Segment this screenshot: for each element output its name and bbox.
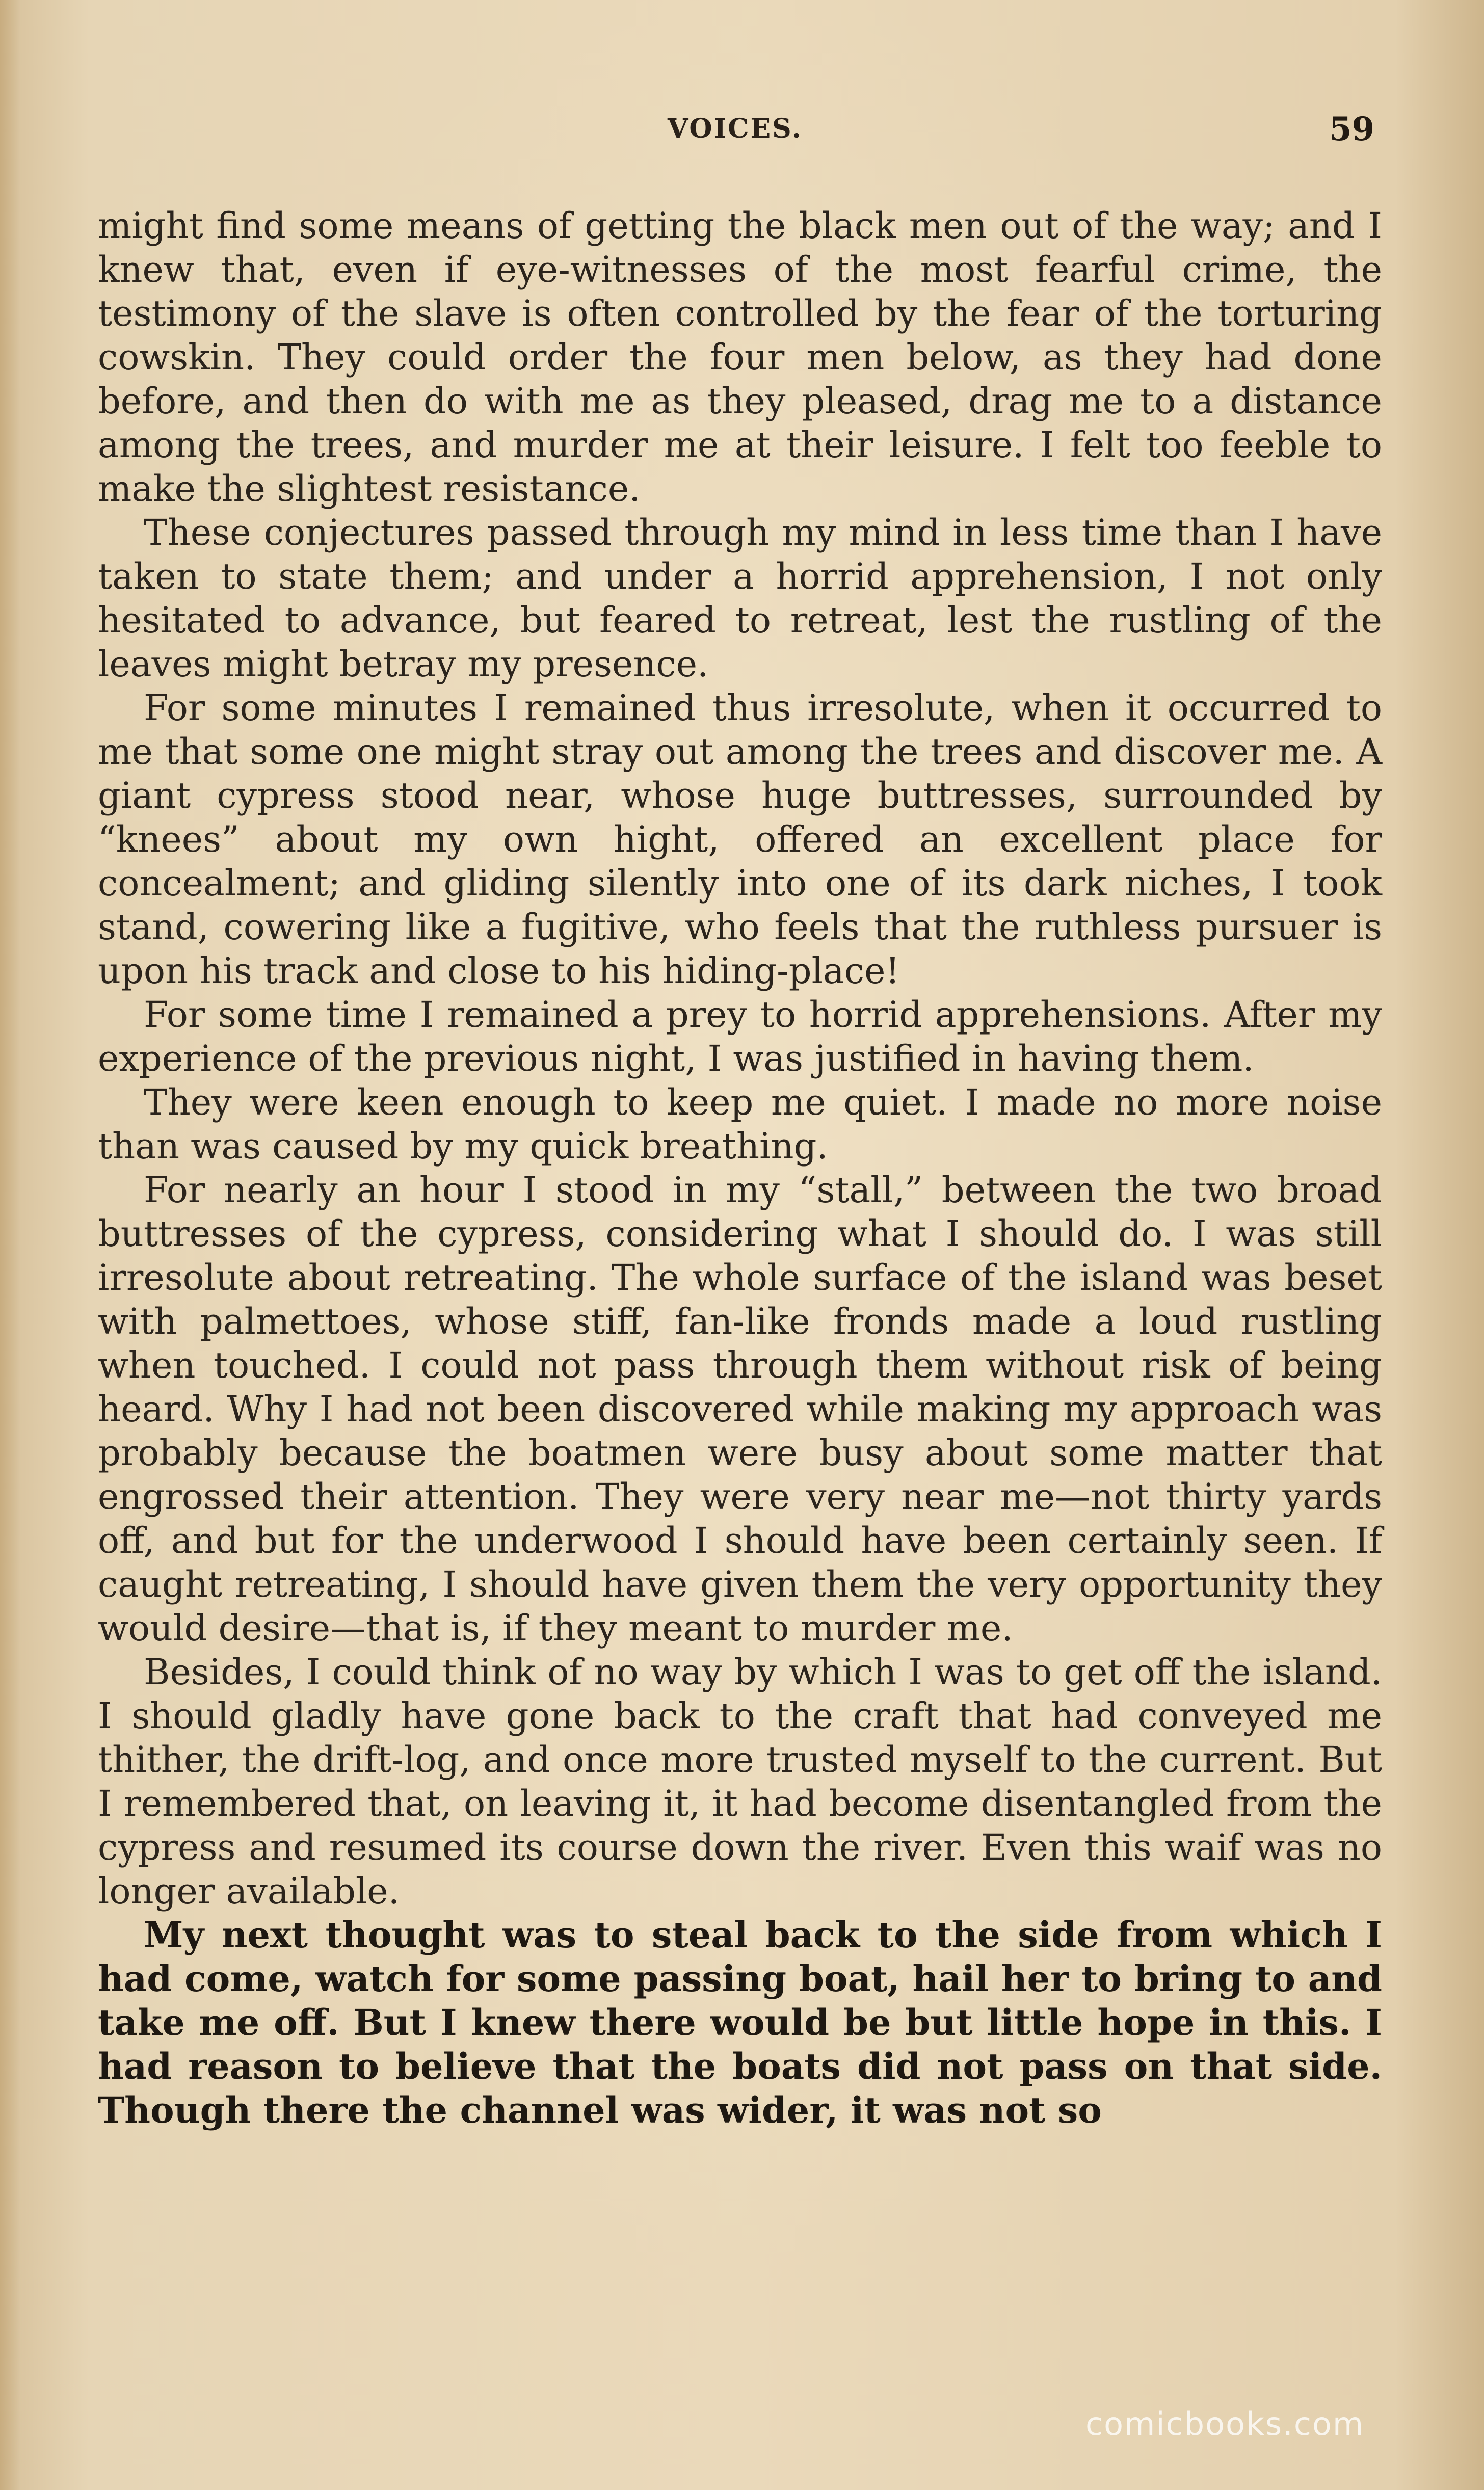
paragraph-continued: might find some means of getting the black men out of the way; and I knew that, even if eye-witnesses of the most fearful crime, the testimony of the slave is often controlled by the fear of the torturing cowskin. They could order the four men below, as they had done before, and then do with me as they pleased, drag me to a distance among the trees, and murder me at their leisure. I felt too feeble to make the slightest resistance. [98,205,1382,510]
running-head [0,110,1484,159]
paragraph: For nearly an hour I stood in my “stall,” between the two broad buttresses of the cypress, considering what I should do. I was still irresolute about retreating. The whole surface of the island was beset with palmettoes, whose stiff, fan-like fronds made a loud rustling when touched. I could not pass through them without risk of being heard. Why I had not been discovered while making my approach was probably because the boatmen were busy about some matter that engrossed their attention. They were very near me—not thirty yards off, and but for the underwood I should have been certainly seen. If caught retreating, I should have given them the very opportunity they would desire—that is, if they meant to murder me. [98,1169,1382,1649]
page-number: 59 [1329,110,1375,148]
running-head-title: VOICES. [668,113,803,144]
paragraph: For some minutes I remained thus irresolute, when it occurred to me that some one might stray out among the trees and discover me. A giant cypress stood near, whose huge buttresses, surrounded by “knees” about my own hight, offered an excellent place for concealment; and gliding silently into one of its dark niches, I took stand, cowering like a fugitive, who feels that the ruthless pursuer is upon his track and close to his hiding-place! [98,687,1382,992]
paragraph: For some time I remained a prey to horrid apprehensions. After my experience of the previous night, I was justified in having them. [98,994,1382,1079]
watermark: comicbooks.com [1085,2405,1365,2443]
paragraph: Besides, I could think of no way by which I was to get off the island. I should gladly have gone back to the craft that had conveyed me thither, the drift-log, and once more trusted myself to the current. But I remembered that, on leaving it, it had become disentangled from the cypress and resumed its course down the river. Even this waif was no longer available. [98,1651,1382,1912]
page-edge-shadow [0,0,20,2490]
paragraph: These conjectures passed through my mind in less time than I have taken to state them; and under a horrid apprehension, I not only hesitated to advance, but feared to retreat, lest the rustling of the leaves might betray my presence. [98,512,1382,685]
body-text [98,204,1382,2132]
paragraph: My next thought was to steal back to the side from which I had come, watch for some passing boat, hail her to bring to and take me off. But I knew there would be but little hope in this. I had reason to believe that the boats did not pass on that side. Though there the channel was wider, it was not so [98,1914,1382,2131]
paragraph: They were keen enough to keep me quiet. I made no more noise than was caused by my quick breathing. [98,1081,1382,1167]
